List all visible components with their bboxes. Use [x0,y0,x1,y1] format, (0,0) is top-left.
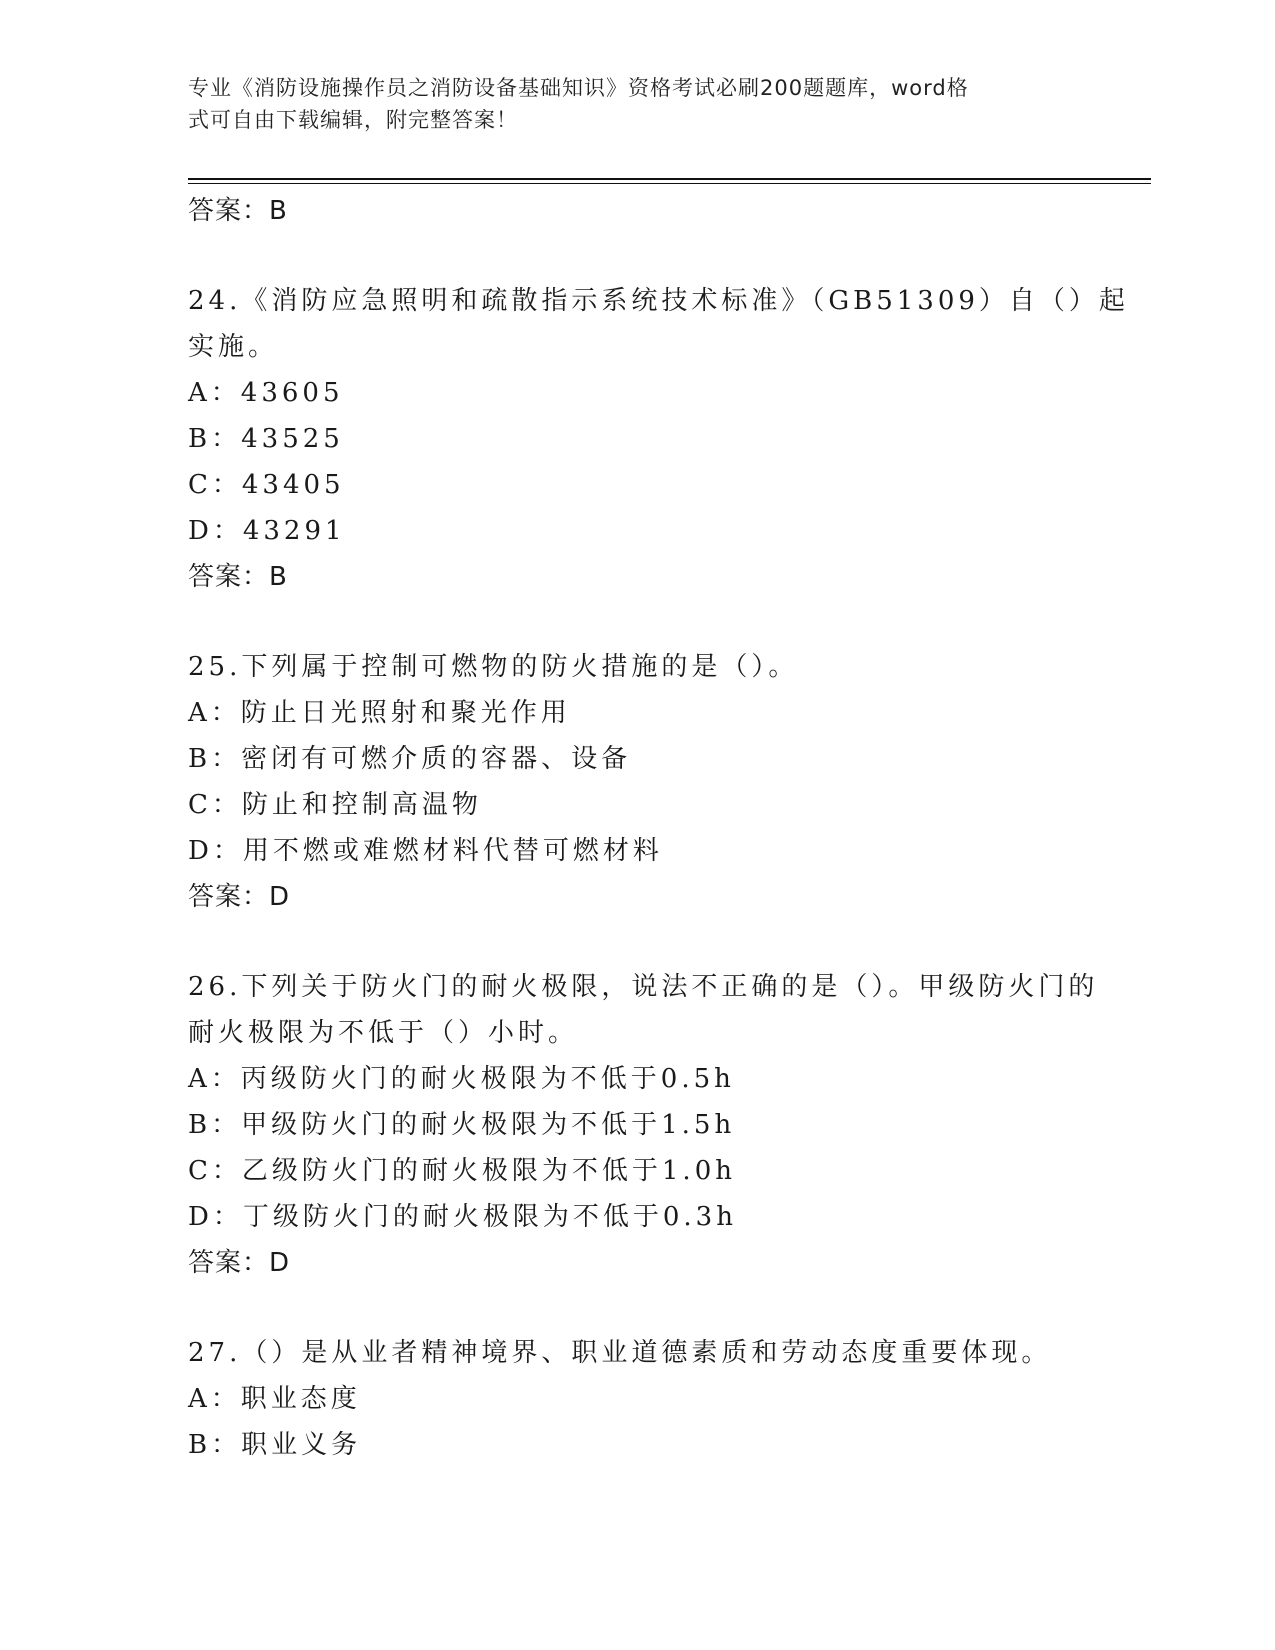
option-b: B：43525 [188,424,344,454]
option-a: A：丙级防火门的耐火极限为不低于0.5h [188,1064,735,1094]
question-text: 24.《消防应急照明和疏散指示系统技术标准》（GB51309）自（）起 [188,286,1129,316]
option-d: D：43291 [188,516,346,546]
option-d: D：丁级防火门的耐火极限为不低于0.3h [188,1202,737,1232]
question-25 [188,644,1088,920]
question-text: 实施。 [188,332,279,362]
question-text: 26.下列关于防火门的耐火极限，说法不正确的是（）。甲级防火门的 [188,972,1099,1002]
option-c: C：乙级防火门的耐火极限为不低于1.0h [188,1156,736,1186]
answer: 答案：D [188,882,291,912]
answer: 答案：B [188,562,288,592]
header-rule-thin [188,183,1151,184]
question-27 [188,1330,1088,1468]
header-line-2: 式可自由下载编辑，附完整答案！ [188,108,518,132]
answer-23: 答案：B [188,196,288,226]
header-rule-thick [188,178,1151,180]
option-c: C：43405 [188,470,345,500]
option-b: B：职业义务 [188,1430,362,1460]
question-list [188,188,1129,1468]
question-text: 25.下列属于控制可燃物的防火措施的是（）。 [188,652,799,682]
option-b: B：密闭有可燃介质的容器、设备 [188,744,632,774]
question-24 [188,278,1129,600]
option-b: B：甲级防火门的耐火极限为不低于1.5h [188,1110,736,1140]
header-line-1: 专业《消防设施操作员之消防设备基础知识》资格考试必刷200题题库，word格 [188,76,969,100]
question-26 [188,964,1099,1286]
option-a: A：职业态度 [188,1384,361,1414]
option-d: D：用不燃或难燃材料代替可燃材料 [188,836,663,866]
option-c: C：防止和控制高温物 [188,790,482,820]
document-header [188,72,1068,136]
answer: 答案：D [188,1248,291,1278]
option-a: A：43605 [188,378,344,408]
question-text: 27.（）是从业者精神境界、职业道德素质和劳动态度重要体现。 [188,1338,1052,1368]
question-text: 耐火极限为不低于（）小时。 [188,1018,579,1048]
option-a: A：防止日光照射和聚光作用 [188,698,571,728]
